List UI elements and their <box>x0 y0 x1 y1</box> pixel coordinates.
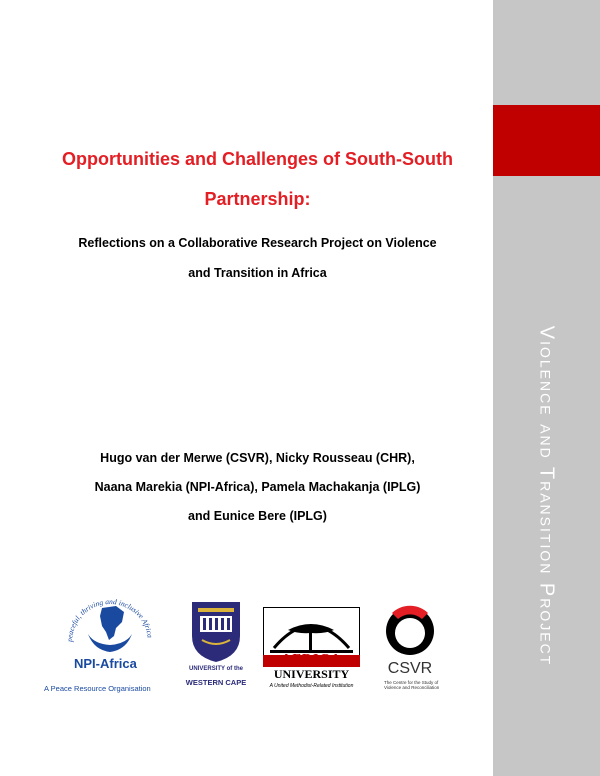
sidebar-red-block <box>493 105 600 176</box>
subtitle-line-1: Reflections on a Collaborative Research Project on Violence <box>78 236 437 250</box>
npi-africa-emblem-icon <box>44 590 174 660</box>
csvr-circle-icon <box>378 603 442 659</box>
title-line-2: Partnership: <box>204 189 311 209</box>
acacia-tree-icon <box>264 608 359 656</box>
csvr-subtitle: The Centre for the Study of Violence and Reconciliation <box>384 680 440 690</box>
uwc-crest-icon <box>176 600 256 664</box>
csvr-name: CSVR <box>387 660 433 677</box>
npi-africa-name: NPI-Africa <box>74 656 137 671</box>
authors-line-1: Hugo van der Merwe (CSVR), Nicky Rousseau (CHR), <box>100 451 415 465</box>
npi-arc-text: peaceful, thriving and inclusive Africa <box>64 596 155 643</box>
authors-line-3: and Eunice Bere (IPLG) <box>188 509 327 523</box>
africa-university-name-1: AFRICA <box>281 652 342 667</box>
uwc-name-line-2: WESTERN CAPE <box>185 678 247 687</box>
uwc-logo <box>176 600 256 700</box>
africa-university-subtitle: A United Methodist-Related Institution <box>269 683 354 689</box>
csvr-logo <box>378 603 442 695</box>
africa-university-logo <box>263 607 360 699</box>
subtitle-line-2: and Transition in Africa <box>188 266 327 280</box>
africa-university-name-2: UNIVERSITY <box>273 667 350 681</box>
sidebar-project-title: Violence and Transition Project <box>535 325 558 667</box>
npi-africa-logo <box>44 590 174 700</box>
npi-africa-tagline: A Peace Resource Organisation <box>44 684 151 693</box>
title-line-1: Opportunities and Challenges of South-South <box>62 149 453 169</box>
africa-university-tree-panel <box>263 607 360 657</box>
authors-line-2: Naana Marekia (NPI-Africa), Pamela Machakanja (IPLG) <box>94 480 421 494</box>
uwc-name-line-1: UNIVERSITY of the <box>189 666 243 672</box>
